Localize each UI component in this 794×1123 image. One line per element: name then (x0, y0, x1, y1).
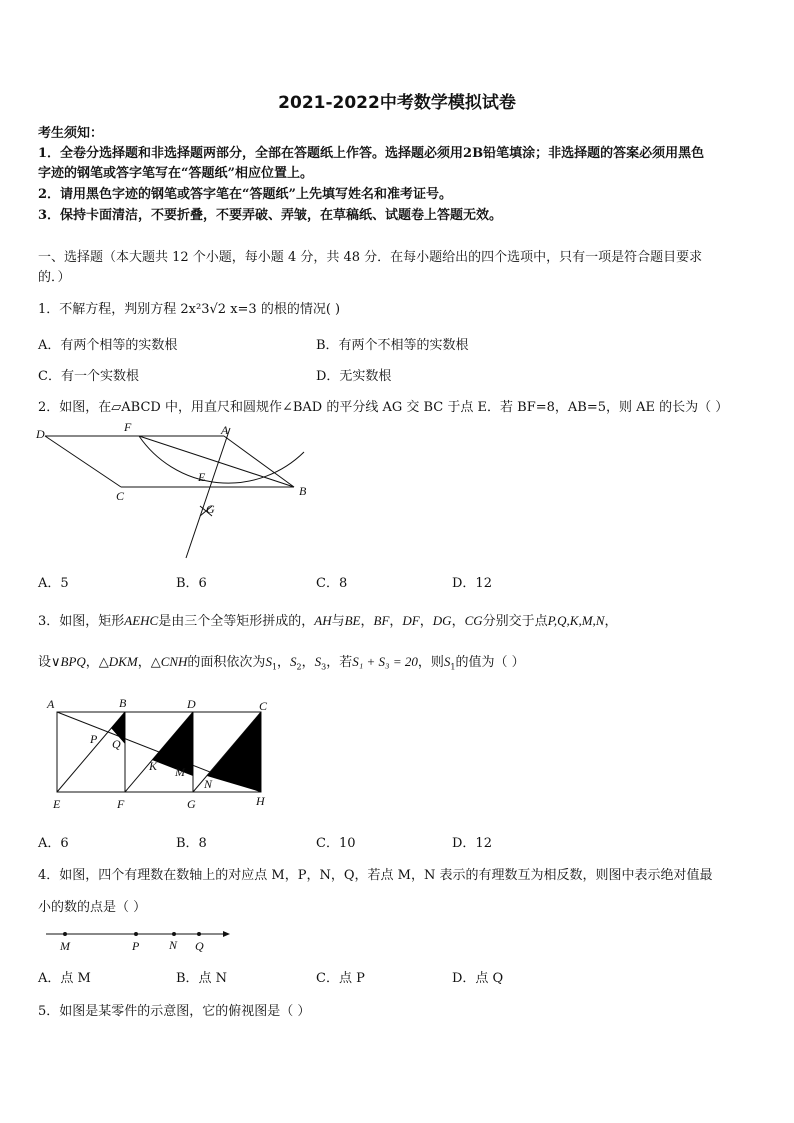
q3-option-a[interactable]: A．6 (38, 836, 69, 851)
q4-label-n: N (169, 938, 178, 952)
section-heading: 一、选择题（本大题共 12 个小题，每小题 4 分，共 48 分．在每小题给出的四个选项中，只有一项是符合题目要求 (38, 250, 703, 265)
q2-option-d[interactable]: D．12 (452, 576, 492, 591)
q3-option-d[interactable]: D．12 (452, 836, 492, 851)
q3-text-f: ，若 (326, 655, 353, 670)
q3-bpq: BPQ (60, 654, 86, 669)
q3-text-b: 是由三个全等矩形拼成的， (158, 614, 315, 629)
q3-text-c: 分别交于点 (482, 614, 548, 629)
sqrt-2: √2 (209, 302, 227, 317)
q3-label-h: H (256, 794, 265, 808)
q2-option-c[interactable]: C．8 (316, 576, 348, 591)
q3-s2: S (290, 654, 297, 669)
q4-label-p: P (132, 939, 140, 953)
q3-comma-5: ， (604, 614, 618, 629)
page-title: 2021-2022中考数学模拟试卷 (278, 93, 516, 113)
q2-label-e: E (198, 470, 206, 484)
question-1-post: x=3 的根的情况( ) (226, 302, 341, 317)
q3-label-g: G (187, 797, 196, 811)
q3-yu: 与 (331, 614, 345, 629)
question-3-line2: 设∨BPQ，△DKM，△CNH的面积依次为$S_1$，$S_2$，$S_3$，若S₁ + S₃ = 20，则$S_1$的值为（ ） (38, 654, 525, 672)
q3-option-b[interactable]: B．8 (176, 836, 207, 851)
q3-label-n: N (204, 777, 213, 791)
q3-bf: BF (373, 613, 390, 628)
q3-text-g: ，则 (417, 655, 444, 670)
question-5: 5．如图是某零件的示意图，它的俯视图是（ ） (38, 1004, 311, 1019)
q4-point-p (134, 932, 138, 936)
q3-shaded-dkm (152, 712, 193, 776)
q2-label-d: D (36, 427, 45, 441)
q3-tri-1: ，△ (85, 655, 109, 670)
q3-comma-1: ， (360, 614, 374, 629)
q3-dg: DG (432, 613, 452, 628)
q3-comma-3: ， (419, 614, 433, 629)
q2-line-fb (139, 436, 294, 487)
q2-label-g: G (206, 502, 215, 516)
q3-label-a: A (47, 697, 55, 711)
q1-option-c[interactable]: C．有一个实数根 (38, 369, 139, 384)
q4-axis-arrow (223, 931, 230, 937)
q2-line-ag (186, 428, 230, 558)
q3-df: DF (402, 613, 420, 628)
q1-option-b[interactable]: B．有两个不相等的实数根 (316, 338, 469, 353)
q4-label-m: M (60, 939, 70, 953)
notice-item-3: 3．保持卡面清洁，不要折叠，不要弄破、弄皱，在草稿纸、试题卷上答题无效。 (38, 208, 503, 223)
q3-comma-7: ， (301, 655, 315, 670)
q2-label-b: B (299, 484, 307, 498)
q4-option-a[interactable]: A．点 M (38, 971, 91, 986)
q4-option-c[interactable]: C．点 P (316, 971, 365, 986)
q4-point-q (197, 932, 201, 936)
question-4-line2: 小的数的点是（ ） (38, 900, 147, 915)
q4-label-q: Q (195, 939, 204, 953)
q4-point-n (172, 932, 176, 936)
q2-option-b[interactable]: B．6 (176, 576, 207, 591)
q4-point-m (63, 932, 67, 936)
q3-comma-6: ， (277, 655, 291, 670)
q3-points: P,Q,K,M,N (547, 613, 605, 628)
q3-label-p: P (90, 732, 98, 746)
q3-label-d: D (187, 697, 196, 711)
q2-label-a: A (221, 423, 229, 437)
q3-label-f: F (117, 797, 125, 811)
q3-comma-2: ， (389, 614, 403, 629)
notice-item-1: 1．全卷分选择题和非选择题两部分，全部在答题纸上作答。选择题必须用2B铅笔填涂；非选择题的答案必须用黑色 (38, 146, 705, 161)
q3-label-e: E (53, 797, 61, 811)
question-4-line1: 4．如图，四个有理数在数轴上的对应点 M，P，N，Q，若点 M，N 表示的有理数互为相反数，则图中表示绝对值最 (38, 868, 713, 883)
question-1-pre: 1．不解方程，判别方程 2x²3 (38, 302, 210, 317)
q3-label-c: C (259, 699, 268, 713)
question-2: 2．如图，在▱ABCD 中，用直尺和圆规作∠BAD 的平分线 AG 交 BC 于点 E．若 BF=8，AB=5，则 AE 的长为（ ） (38, 400, 729, 415)
q3-s1-b: S (443, 654, 451, 669)
q3-option-c[interactable]: C．10 (316, 836, 356, 851)
q3-ah: AH (314, 613, 332, 628)
q2-option-a[interactable]: A．5 (38, 576, 69, 591)
q2-label-f: F (124, 420, 132, 434)
q3-text-d: 设∨ (38, 655, 61, 670)
q3-be: BE (344, 613, 361, 628)
question-1 (38, 298, 340, 317)
q1-option-d[interactable]: D．无实数根 (316, 369, 392, 384)
q3-label-m: M (175, 765, 185, 779)
q3-label-q: Q (112, 737, 121, 751)
notice-item-1-cont: 字迹的钢笔或答字笔写在“答题纸”相应位置上。 (38, 166, 313, 181)
q1-option-a[interactable]: A．有两个相等的实数根 (38, 338, 178, 353)
q3-text-e: 的面积依次为 (187, 655, 266, 670)
q3-equation: S₁ + S₃ = 20 (352, 654, 418, 669)
q3-s1: S (265, 654, 272, 669)
q3-label-k: K (149, 759, 158, 773)
notice-heading: 考生须知： (38, 126, 104, 141)
q3-comma-4: ， (451, 614, 465, 629)
q3-figure (44, 698, 284, 813)
q3-s3: S (314, 654, 322, 669)
q3-label-b: B (119, 696, 127, 710)
q2-label-c: C (116, 489, 125, 503)
q3-shaded-cnh (207, 712, 261, 792)
q3-dkm: DKM (108, 654, 138, 669)
section-heading-cont: 的．） (38, 270, 71, 285)
question-3-line1 (38, 610, 618, 629)
notice-item-2: 2．请用黑色字迹的钢笔或答字笔在“答题纸”上先填写姓名和准考证号。 (38, 187, 453, 202)
q2-line-ab (224, 436, 294, 487)
q3-text-h: 的值为（ ） (455, 655, 525, 670)
q4-number-line (44, 924, 244, 954)
q3-aehc: AEHC (124, 613, 159, 628)
q3-text-a: 3．如图，矩形 (38, 614, 125, 629)
q2-line-dc (45, 436, 121, 487)
q2-figure (36, 420, 326, 560)
q3-cg: CG (464, 613, 483, 628)
q4-option-d[interactable]: D．点 Q (452, 971, 504, 986)
q3-tri-2: ，△ (137, 655, 161, 670)
q4-option-b[interactable]: B．点 N (176, 971, 228, 986)
q3-cnh: CNH (160, 654, 188, 669)
